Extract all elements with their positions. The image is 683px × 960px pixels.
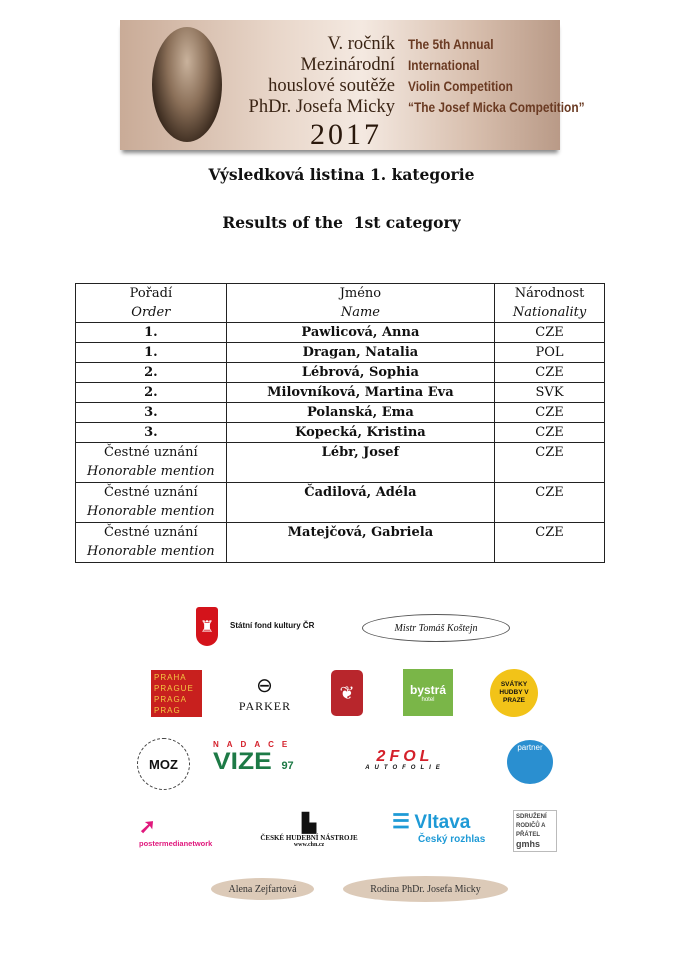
nationality-cell: CZE <box>495 483 605 523</box>
table-row-honorable <box>76 443 605 483</box>
header-en: Nationality <box>512 305 587 320</box>
order-cell: 3. <box>76 403 227 423</box>
nationality-cell: SVK <box>495 383 605 403</box>
leaf-logo: ❦ <box>331 670 363 716</box>
banner-cz-line: houslové soutěže <box>268 76 395 96</box>
order-cz: Čestné uznání <box>104 485 198 500</box>
nationality-cell: CZE <box>495 363 605 383</box>
portrait-image <box>152 27 222 142</box>
rozhlas-text: Český rozhlas <box>418 834 486 845</box>
header-en: Order <box>131 305 171 320</box>
order-cz: Čestné uznání <box>104 445 198 460</box>
title-cz: Výsledková listina 1. kategorie <box>208 165 475 184</box>
header-en: Name <box>340 305 380 320</box>
chn-url: www.chn.cz <box>293 842 325 848</box>
header-nationality <box>495 284 605 323</box>
czech-coat-of-arms-logo: ♜ <box>196 607 218 646</box>
2fol-logo <box>344 748 466 772</box>
order-cz: Čestné uznání <box>104 525 198 540</box>
nationality-cell: CZE <box>495 523 605 563</box>
vize-top-text: NADACE <box>213 740 296 749</box>
table-row <box>76 403 605 423</box>
order-cell: 2. <box>76 363 227 383</box>
vltava-logo <box>392 809 496 850</box>
srps-text: PŘÁTEL <box>516 832 540 838</box>
vltava-text: Vltava <box>414 812 471 833</box>
table-row <box>76 343 605 363</box>
competition-banner <box>120 20 585 151</box>
order-cell <box>76 483 227 523</box>
table-header-row <box>76 284 605 323</box>
nationality-cell: CZE <box>495 403 605 423</box>
title-en: Results of the 1st category <box>222 213 461 232</box>
order-cell: 2. <box>76 383 227 403</box>
table-row-honorable <box>76 483 605 523</box>
order-cell: 3. <box>76 423 227 443</box>
fol-text: 2FOL <box>376 748 434 765</box>
name-cell: Lébrová, Sophia <box>226 363 494 383</box>
praha-logo <box>151 670 202 717</box>
order-cell <box>76 523 227 563</box>
praha-text: PRAG <box>154 705 181 715</box>
banner-cz-line: PhDr. Josefa Micky <box>248 97 395 117</box>
nationality-cell: CZE <box>495 443 605 483</box>
table-row <box>76 383 605 403</box>
svatky-hudby-logo: SVÁTKY HUDBY V PRAZE <box>490 669 538 717</box>
parker-logo <box>233 670 297 717</box>
order-en: Honorable mention <box>87 464 215 479</box>
header-order <box>76 284 227 323</box>
chn-text: ČESKÉ HUDEBNÍ NÁSTROJE <box>260 834 358 842</box>
header-cz: Pořadí <box>129 286 173 301</box>
header-cz: Národnost <box>514 286 585 301</box>
header-cz: Jméno <box>339 286 382 301</box>
order-en: Honorable mention <box>87 504 215 519</box>
vltava-e-icon: ☰ <box>392 811 410 833</box>
name-cell: Dragan, Natalia <box>226 343 494 363</box>
srps-logo <box>513 810 557 852</box>
chn-logo <box>246 808 372 852</box>
chn-keys-icon: ▙ <box>302 813 316 833</box>
fol-sub: AUTOFOLIE <box>365 765 445 771</box>
sfk-logo-text: Státní fond kultury ČR <box>230 621 315 630</box>
nationality-cell: CZE <box>495 423 605 443</box>
header-name <box>226 284 494 323</box>
banner-year: 2017 <box>310 118 382 151</box>
srps-text: RODIČŮ A <box>516 823 546 829</box>
name-cell: Kopecká, Kristina <box>226 423 494 443</box>
parker-text: PARKER <box>238 699 292 713</box>
name-cell: Čadilová, Adéla <box>226 483 494 523</box>
vize-num: 97 <box>281 760 294 772</box>
banner-en-line: The 5th Annual <box>408 36 494 52</box>
rodina-micky-logo: Rodina PhDr. Josefa Micky <box>343 876 508 902</box>
nationality-cell: CZE <box>495 323 605 343</box>
name-cell: Matejčová, Gabriela <box>226 523 494 563</box>
praha-text: PRAHA <box>154 672 187 682</box>
praha-text: PRAGUE <box>154 683 194 693</box>
alena-zejfartova-logo: Alena Zejfartová <box>211 878 314 900</box>
banner-cz-line: Mezinárodní <box>300 55 395 75</box>
banner-en-line: Violin Competition <box>408 78 513 94</box>
results-table <box>75 283 605 563</box>
postermedianetwork-logo <box>139 810 229 852</box>
order-cell: 1. <box>76 343 227 363</box>
bystra-text: bystrá <box>409 682 447 697</box>
poster-arrow-icon: ➚ <box>139 815 156 838</box>
table-row <box>76 363 605 383</box>
bystra-logo <box>403 669 453 716</box>
order-cell: 1. <box>76 323 227 343</box>
name-cell: Polanská, Ema <box>226 403 494 423</box>
table-row-honorable <box>76 523 605 563</box>
partner-logo: partner <box>507 740 553 784</box>
banner-en-line: International <box>408 57 480 73</box>
vize-text: VIZE <box>213 748 272 775</box>
srps-text: gmhs <box>516 839 541 849</box>
kostejn-logo: Mistr Tomáš Koštejn <box>362 614 510 642</box>
order-cell <box>76 443 227 483</box>
parker-arrow-icon: ⊖ <box>256 675 274 697</box>
name-cell: Pawlicová, Anna <box>226 323 494 343</box>
banner-cz-line: V. ročník <box>327 34 395 54</box>
name-cell: Milovníková, Martina Eva <box>226 383 494 403</box>
table-row <box>76 423 605 443</box>
srps-text: SDRUŽENÍ <box>516 814 547 820</box>
banner-en-line: “The Josef Micka Competition” <box>408 99 585 115</box>
name-cell: Lébr, Josef <box>226 443 494 483</box>
poster-text: postermedianetwork <box>139 838 213 848</box>
order-en: Honorable mention <box>87 544 215 559</box>
moz-logo: MOZ <box>137 738 190 790</box>
table-row <box>76 323 605 343</box>
nationality-cell: POL <box>495 343 605 363</box>
bystra-sub: hotel <box>421 696 435 703</box>
praha-text: PRAGA <box>154 694 188 704</box>
vize-97-logo <box>213 740 313 780</box>
